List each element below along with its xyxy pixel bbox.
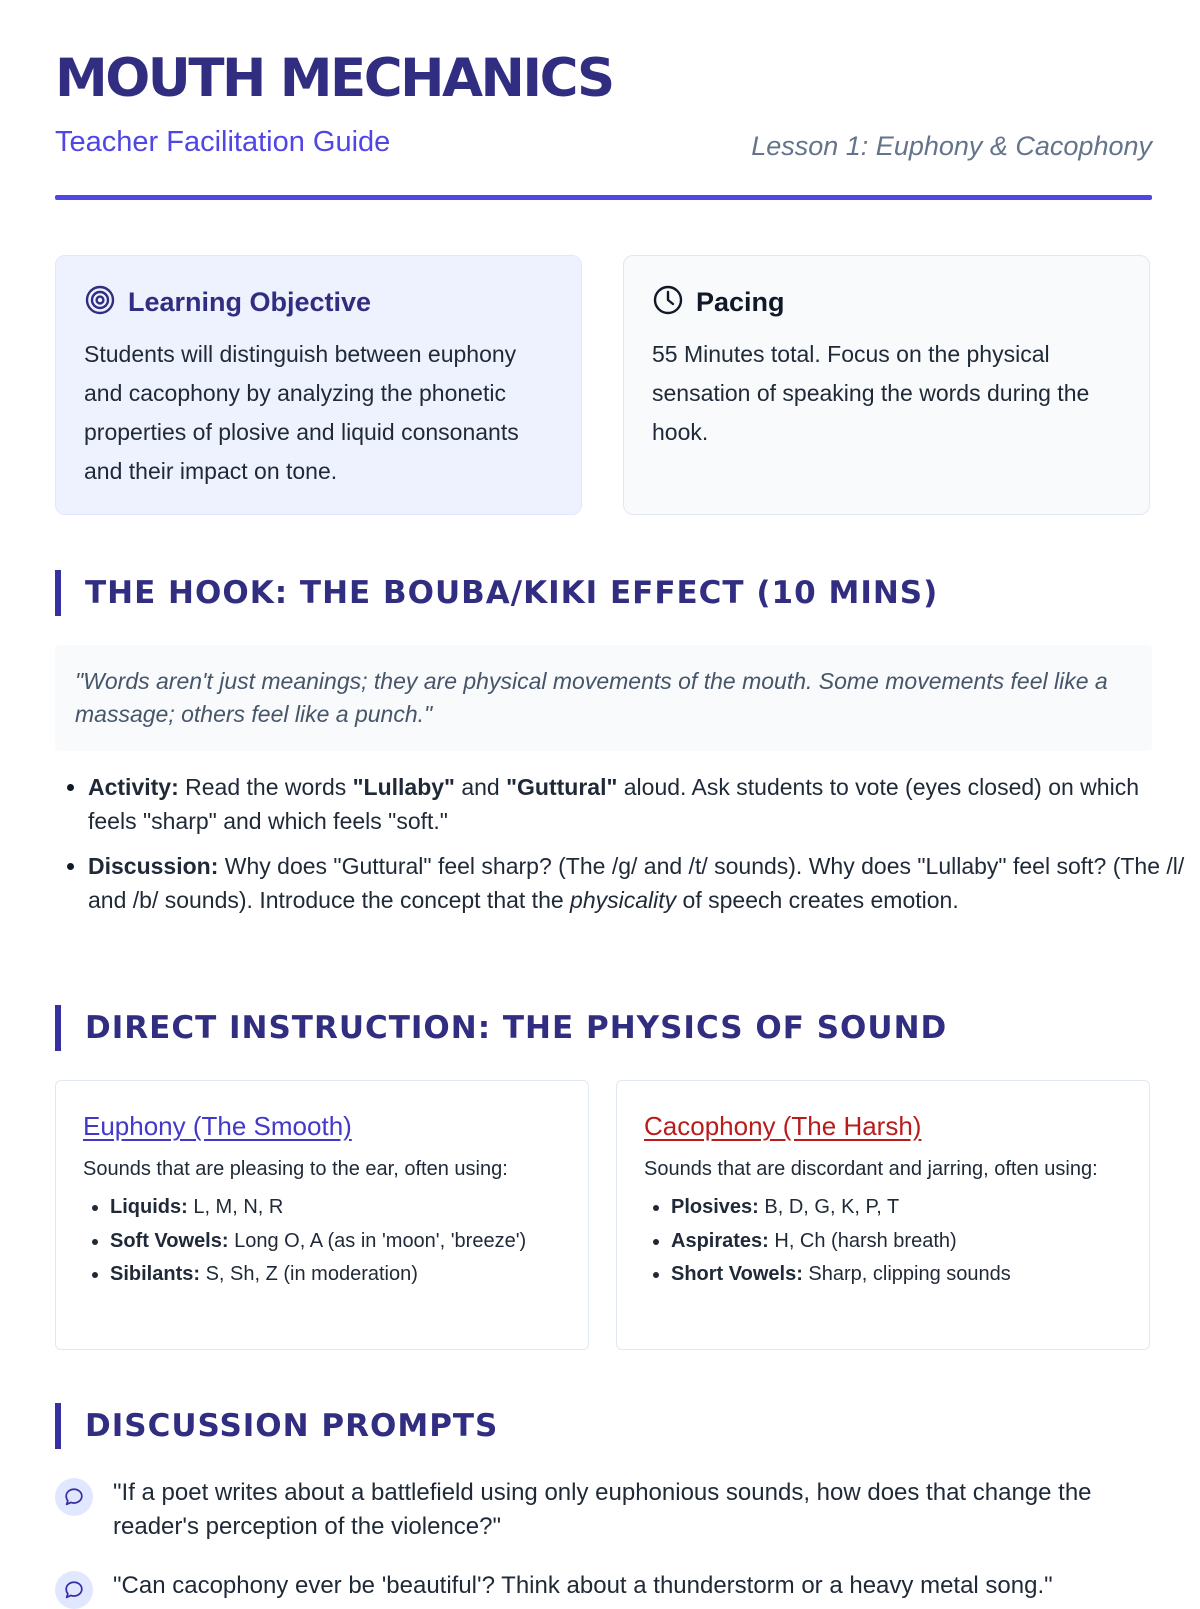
activity-label: Activity: xyxy=(88,774,179,800)
prompts-heading: DISCUSSION PROMPTS xyxy=(55,1403,498,1449)
activity-item xyxy=(88,771,1185,838)
euphony-title: Euphony (The Smooth) xyxy=(83,1111,352,1141)
page-subtitle: Teacher Facilitation Guide xyxy=(55,126,391,158)
list-item-detail: Long O, A (as in 'moon', 'breeze') xyxy=(228,1229,527,1252)
list-item xyxy=(110,1258,561,1292)
list-item xyxy=(671,1258,1122,1292)
speech-bubble-icon xyxy=(55,1571,93,1609)
discussion-label: Discussion: xyxy=(88,853,219,879)
learning-objective-title: Learning Objective xyxy=(128,287,372,317)
hook-quote: "Words aren't just meanings; they are physical movements of the mouth. Some movements feel like a massage; others feel like a punch." xyxy=(55,645,1152,751)
list-item-term: Short Vowels: xyxy=(671,1263,803,1285)
list-item-detail: H, Ch (harsh breath) xyxy=(768,1229,957,1252)
cacophony-list xyxy=(644,1191,1122,1292)
discussion-prompt xyxy=(55,1476,1152,1543)
list-item xyxy=(671,1191,1122,1225)
discussion-prompt xyxy=(55,1569,1152,1609)
list-item xyxy=(671,1225,1122,1259)
instruction-heading: DIRECT INSTRUCTION: THE PHYSICS OF SOUND xyxy=(55,1005,947,1051)
hook-heading: THE HOOK: THE BOUBA/KIKI EFFECT (10 MINS) xyxy=(55,570,938,616)
list-item-term: Liquids: xyxy=(110,1196,188,1218)
learning-objective-header xyxy=(84,284,553,321)
cacophony-card xyxy=(616,1080,1150,1350)
list-item xyxy=(110,1225,561,1259)
list-item-detail: B, D, G, K, P, T xyxy=(758,1196,900,1218)
activity-word-lullaby: "Lullaby" xyxy=(352,774,455,800)
learning-objective-card xyxy=(55,255,582,515)
discussion-text-2: of speech creates emotion. xyxy=(676,886,959,913)
clock-icon xyxy=(652,284,684,321)
euphony-card xyxy=(55,1080,589,1350)
list-item-term: Sibilants: xyxy=(110,1263,201,1285)
euphony-description: Sounds that are pleasing to the ear, often using: xyxy=(83,1158,508,1180)
prompt-text: "Can cacophony ever be 'beautiful'? Think about a thunderstorm or a heavy metal song." xyxy=(113,1572,1053,1599)
pacing-card xyxy=(623,255,1150,515)
activity-word-guttural: "Guttural" xyxy=(506,774,618,800)
pacing-title: Pacing xyxy=(696,287,785,317)
cacophony-title: Cacophony (The Harsh) xyxy=(644,1111,922,1141)
cacophony-description: Sounds that are discordant and jarring, often using: xyxy=(644,1158,1098,1180)
hook-activity-list xyxy=(55,771,1185,929)
discussion-emphasis: physicality xyxy=(570,886,677,913)
page-title: MOUTH MECHANICS xyxy=(55,48,613,109)
list-item-detail: S, Sh, Z (in moderation) xyxy=(200,1263,418,1285)
list-item-term: Plosives: xyxy=(671,1196,759,1218)
lesson-label: Lesson 1: Euphony & Cacophony xyxy=(751,131,1152,161)
header-divider xyxy=(55,195,1152,200)
list-item-term: Aspirates: xyxy=(671,1229,769,1252)
discussion-item xyxy=(88,850,1185,917)
activity-text-2: and xyxy=(454,774,507,800)
learning-objective-text: Students will distinguish between euphony and cacophony by analyzing the phonetic properties of plosive and liquid consonants and their impact on tone. xyxy=(84,341,519,484)
pacing-header xyxy=(652,284,1121,321)
pacing-text: 55 Minutes total. Focus on the physical sensation of speaking the words during the hook. xyxy=(652,341,1090,445)
list-item-detail: Sharp, clipping sounds xyxy=(802,1263,1011,1285)
target-icon xyxy=(84,284,116,321)
speech-bubble-icon xyxy=(55,1478,93,1516)
prompt-text: "If a poet writes about a battlefield using only euphonious sounds, how does that change the reader's perception of the violence?" xyxy=(113,1479,1092,1540)
discussion-text-1: Why does "Guttural" feel sharp? (The /g/ and /t/ sounds). Why does "Lullaby" feel soft? (The /l/ and /b/ sounds). Introduce the concept that the xyxy=(88,853,1185,913)
list-item-detail: L, M, N, R xyxy=(187,1196,284,1218)
list-item xyxy=(110,1191,561,1225)
activity-text-1: Read the words xyxy=(178,774,353,800)
euphony-list xyxy=(83,1191,561,1292)
list-item-term: Soft Vowels: xyxy=(110,1229,229,1252)
activity-text-3: aloud. Ask students to vote (eyes closed) on which feels "sharp" and which feels "soft." xyxy=(88,774,1139,834)
